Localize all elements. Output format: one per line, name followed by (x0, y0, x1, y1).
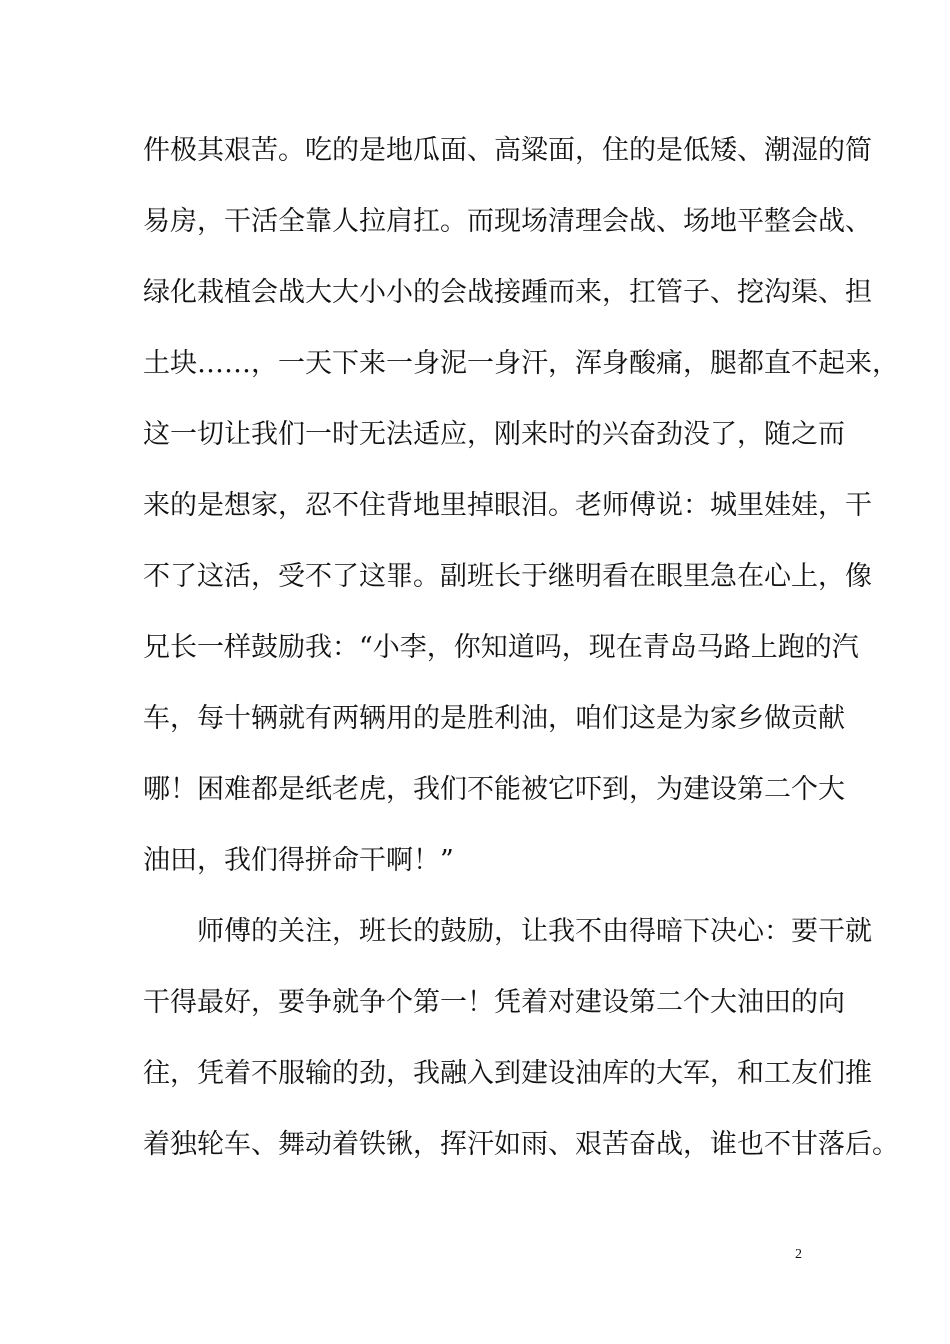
body-text-line: 干得最好，要争就争个第一！凭着对建设第二个大油田的向 (143, 987, 845, 1018)
body-text-line: 哪！困难都是纸老虎，我们不能被它吓到，为建设第二个大 (143, 774, 845, 805)
body-text-line: 绿化栽植会战大大小小的会战接踵而来，扛管子、挖沟渠、担 (143, 277, 872, 308)
body-text-line: 土块……，一天下来一身泥一身汗，浑身酸痛，腿都直不起来， (143, 348, 899, 379)
body-text-line: 来的是想家，忍不住背地里掉眼泪。老师傅说：城里娃娃，干 (143, 490, 872, 521)
body-text-line: 不了这活，受不了这罪。副班长于继明看在眼里急在心上，像 (143, 561, 872, 592)
body-text-line: 着独轮车、舞动着铁锹，挥汗如雨、艰苦奋战，谁也不甘落后。 (143, 1129, 899, 1160)
page-number: 2 (795, 1247, 802, 1262)
body-text-line: 车，每十辆就有两辆用的是胜利油，咱们这是为家乡做贡献 (143, 703, 845, 734)
body-text-line: 件极其艰苦。吃的是地瓜面、高粱面，住的是低矮、潮湿的简 (143, 135, 872, 166)
body-text-line: 易房，干活全靠人拉肩扛。而现场清理会战、场地平整会战、 (143, 206, 872, 237)
body-text-line: 这一切让我们一时无法适应，刚来时的兴奋劲没了，随之而 (143, 419, 845, 450)
body-text-line: 油田，我们得拼命干啊！” (143, 845, 454, 876)
body-text-line: 师傅的关注，班长的鼓励，让我不由得暗下决心：要干就 (143, 916, 872, 947)
body-text-line: 往，凭着不服输的劲，我融入到建设油库的大军，和工友们推 (143, 1058, 872, 1089)
body-text-line: 兄长一样鼓励我：“小李，你知道吗，现在青岛马路上跑的汽 (143, 632, 859, 663)
